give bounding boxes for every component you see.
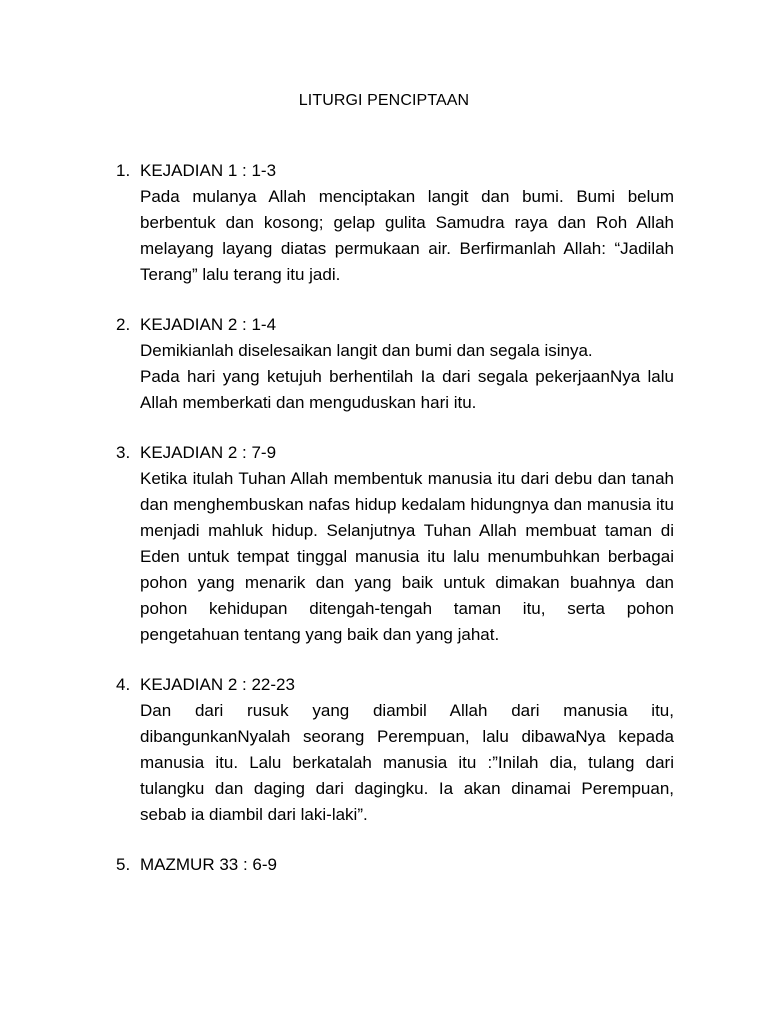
item-content xyxy=(140,852,674,878)
item-heading: KEJADIAN 2 : 7-9 xyxy=(140,443,277,462)
item-number: 3. xyxy=(116,443,131,462)
item-heading: MAZMUR 33 : 6-9 xyxy=(140,855,277,874)
item-number: 1. xyxy=(116,161,131,180)
list-item xyxy=(0,852,768,878)
item-paragraph: Ketika itulah Tuhan Allah membentuk manusia itu dari debu dan tanah dan menghembuskan nafas hidup kedalam hidungnya dan manusia itu menjadi mahluk hidup. Selanjutnya Tuhan Allah membuat taman di Eden untuk tempat tinggal manusia itu lalu menumbuhkan berbagai pohon yang menarik dan yang baik untuk dimakan buahnya dan pohon kehidupan ditengah-tengah taman itu, serta pohon pengetahuan tentang yang baik dan yang jahat. xyxy=(140,469,674,644)
item-number: 2. xyxy=(116,315,131,334)
item-paragraph: Demikianlah diselesaikan langit dan bumi dan segala isinya. xyxy=(140,341,593,360)
item-number: 5. xyxy=(116,855,131,874)
item-paragraph: Dan dari rusuk yang diambil Allah dari manusia itu, dibangunkanNyalah seorang Perempuan, lalu dibawaNya kepada manusia itu. Lalu berkatalah manusia itu :”Inilah dia, tulang dari tulangku dan daging dari dagingku. Ia akan dinamai Perempuan, sebab ia diambil dari laki-laki”. xyxy=(140,701,674,824)
item-content xyxy=(140,312,674,416)
list-item xyxy=(0,672,768,828)
item-heading: KEJADIAN 2 : 1-4 xyxy=(140,315,277,334)
list-item xyxy=(0,158,768,288)
item-heading: KEJADIAN 1 : 1-3 xyxy=(140,161,277,180)
liturgy-list xyxy=(0,158,768,902)
list-item xyxy=(0,440,768,648)
item-paragraph: Pada hari yang ketujuh berhentilah Ia dari segala pekerjaanNya lalu Allah memberkati dan menguduskan hari itu. xyxy=(140,367,674,412)
item-number: 4. xyxy=(116,675,131,694)
document-title: LITURGI PENCIPTAAN xyxy=(298,92,470,109)
item-heading: KEJADIAN 2 : 22-23 xyxy=(140,675,295,694)
item-paragraph: Pada mulanya Allah menciptakan langit dan bumi. Bumi belum berbentuk dan kosong; gelap gulita Samudra raya dan Roh Allah melayang layang diatas permukaan air. Berfirmanlah Allah: “Jadilah Terang” lalu terang itu jadi. xyxy=(140,187,674,284)
item-content xyxy=(140,672,674,828)
list-item xyxy=(0,312,768,416)
item-content xyxy=(140,440,674,648)
item-content xyxy=(140,158,674,288)
